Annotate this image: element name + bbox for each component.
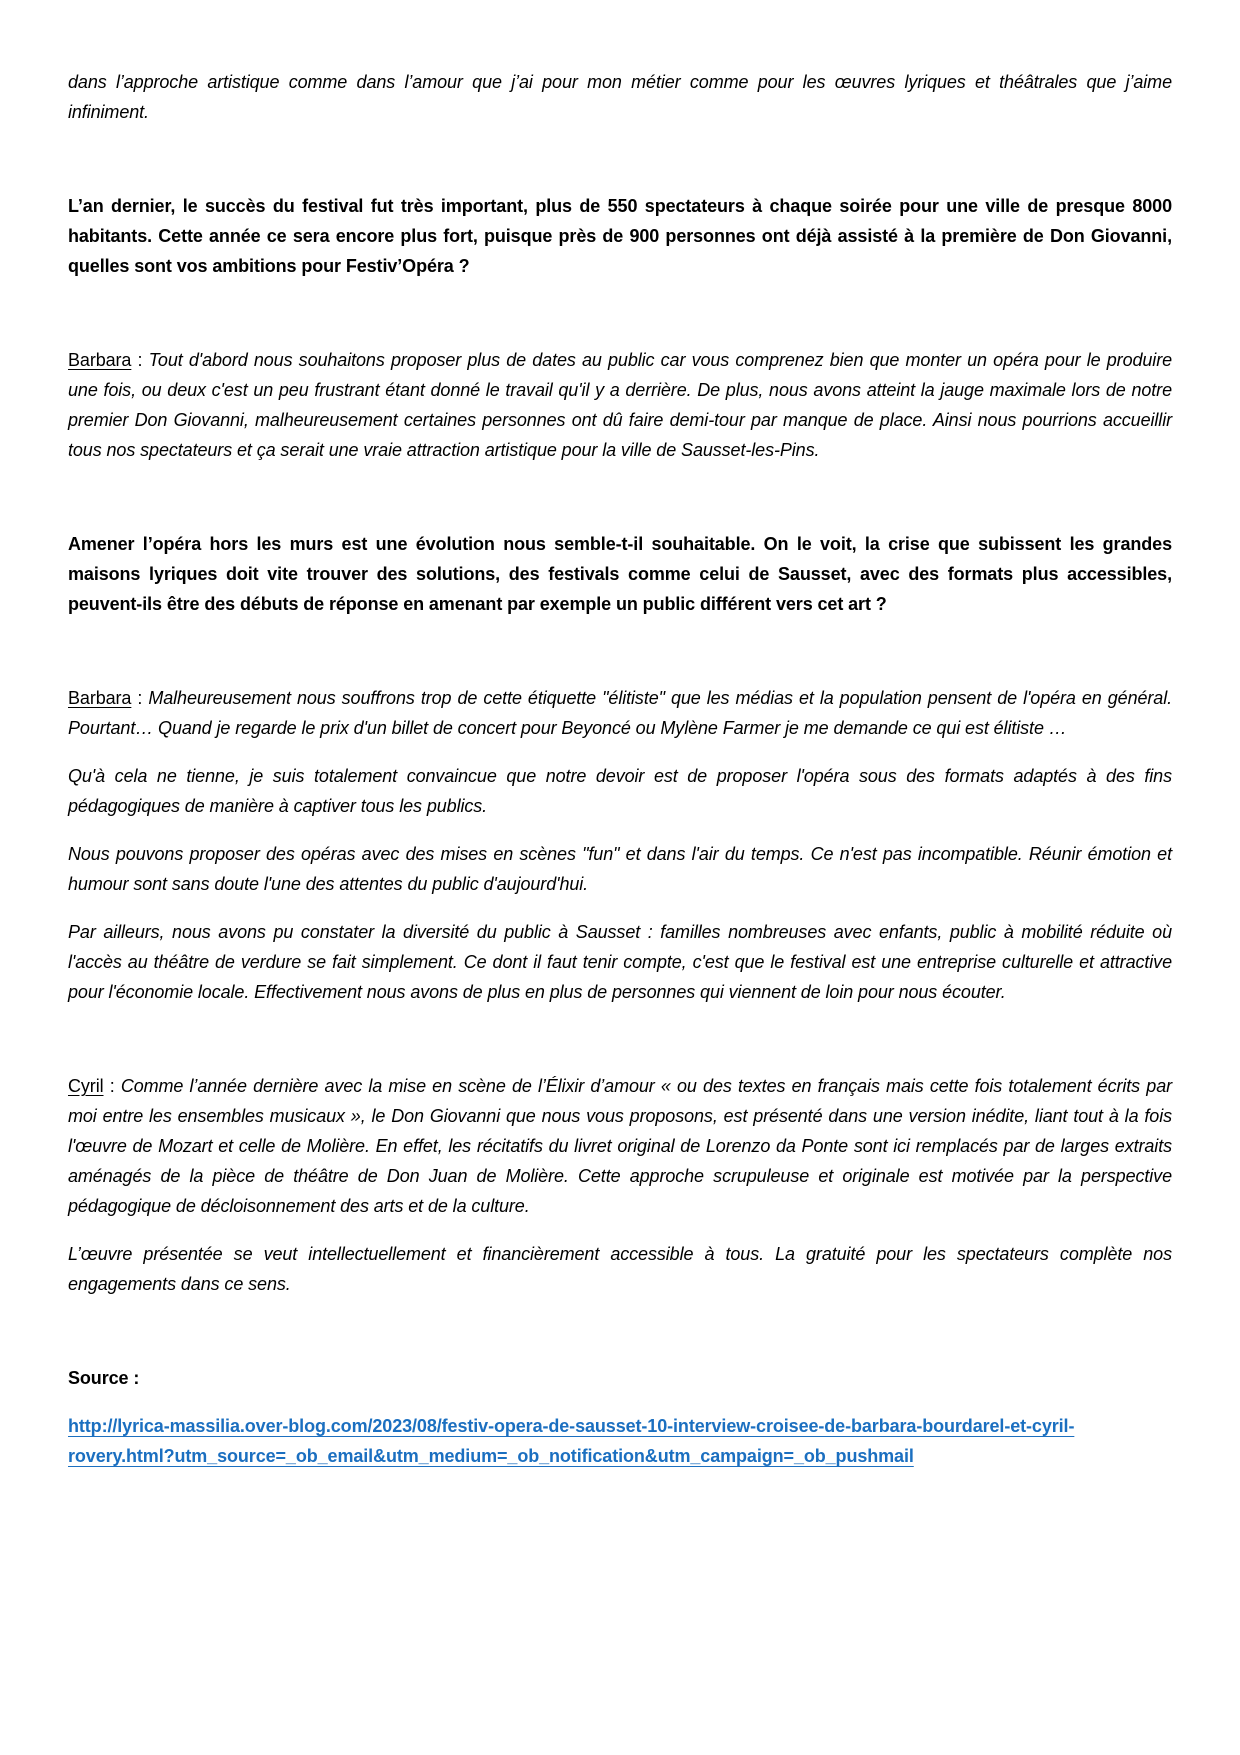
intro-paragraph: dans l’approche artistique comme dans l’amour que j’ai pour mon métier comme pour les œuvres lyriques et théâtrales que j’aime infiniment. <box>68 72 1172 122</box>
speaker-name-cyril: Cyril <box>68 1076 104 1096</box>
speaker-separator: : <box>131 350 149 370</box>
speaker-name-barbara: Barbara <box>68 350 132 370</box>
answer-3-text-1: Comme l’année dernière avec la mise en scène de l’Élixir d’amour « ou des textes en français mais cette fois totalement écrits par moi entre les ensembles musicaux », le Don Giovanni que nous vous proposons, est présenté dans une version inédite, liant tout à la fois l'œuvre de Mozart et celle de Molière. En effet, les récitatifs du livret original de Lorenzo da Ponte sont ici remplacés par de larges extraits aménagés de la pièce de théâtre de Don Juan de Molière. Cette approche scrupuleuse et originale est motivée par la perspective pédagogique de décloisonnement des arts et de la culture. <box>68 1076 1172 1216</box>
speaker-separator: : <box>131 688 149 708</box>
answer-1-text: Tout d'abord nous souhaitons proposer plus de dates au public car vous comprenez bien que monter un opéra pour le produire une fois, ou deux c'est un peu frustrant étant donné le travail qu'il y a derrière. De plus, nous avons atteint la jauge maximale lors de notre premier Don Giovanni, malheureusement certaines personnes ont dû faire demi-tour par manque de place. Ainsi nous pourrions accueillir tous nos spectateurs et ça serait une vraie attraction artistique pour la ville de Sausset-les-Pins. <box>68 350 1173 460</box>
source-label: Source : <box>68 1368 140 1388</box>
answer-2-paragraph-1 <box>68 683 1172 743</box>
speaker-separator: : <box>103 1076 121 1096</box>
source-link[interactable]: http://lyrica-massilia.over-blog.com/2023/08/festiv-opera-de-sausset-10-interview-croisee-de-barbara-bourdarel-et-cyril-rovery.html?utm_source=_ob_email&utm_medium=_ob_notification&utm_campaign=_ob_pushmail <box>68 1416 1075 1466</box>
question-1: L’an dernier, le succès du festival fut très important, plus de 550 spectateurs à chaque soirée pour une ville de presque 8000 habitants. Cette année ce sera encore plus fort, puisque près de 900 personnes ont déjà assisté à la première de Don Giovanni, quelles sont vos ambitions pour Festiv’Opéra ? <box>68 196 1172 276</box>
answer-2-paragraph-3: Nous pouvons proposer des opéras avec des mises en scènes "fun" et dans l'air du temps. Ce n'est pas incompatible. Réunir émotion et humour sont sans doute l'une des attentes du public d'aujourd'hui. <box>68 844 1172 894</box>
source-link-container <box>68 1411 1172 1471</box>
answer-3-paragraph-2: L’œuvre présentée se veut intellectuellement et financièrement accessible à tous. La gratuité pour les spectateurs complète nos engagements dans ce sens. <box>68 1244 1172 1294</box>
answer-2-paragraph-2: Qu'à cela ne tienne, je suis totalement convaincue que notre devoir est de proposer l'opéra sous des formats adaptés à des fins pédagogiques de manière à captiver tous les publics. <box>68 766 1172 816</box>
answer-3-paragraph-1 <box>68 1071 1172 1221</box>
answer-1 <box>68 345 1172 465</box>
speaker-name-barbara: Barbara <box>68 688 132 708</box>
answer-2-text-1: Malheureusement nous souffrons trop de cette étiquette "élitiste" que les médias et la population pensent de l'opéra en général. Pourtant… Quand je regarde le prix d'un billet de concert pour Beyoncé ou Mylène Farmer je me demande ce qui est élitiste … <box>68 688 1172 738</box>
question-2: Amener l’opéra hors les murs est une évolution nous semble-t-il souhaitable. On le voit, la crise que subissent les grandes maisons lyriques doit vite trouver des solutions, des festivals comme celui de Sausset, avec des formats plus accessibles, peuvent-ils être des débuts de réponse en amenant par exemple un public différent vers cet art ? <box>68 534 1172 614</box>
answer-2-paragraph-4: Par ailleurs, nous avons pu constater la diversité du public à Sausset : familles nombreuses avec enfants, public à mobilité réduite où l'accès au théâtre de verdure se fait simplement. Ce dont il faut tenir compte, c'est que le festival est une entreprise culturelle et attractive pour l'économie locale. Effectivement nous avons de plus en plus de personnes qui viennent de loin pour nous écouter. <box>68 922 1172 1002</box>
